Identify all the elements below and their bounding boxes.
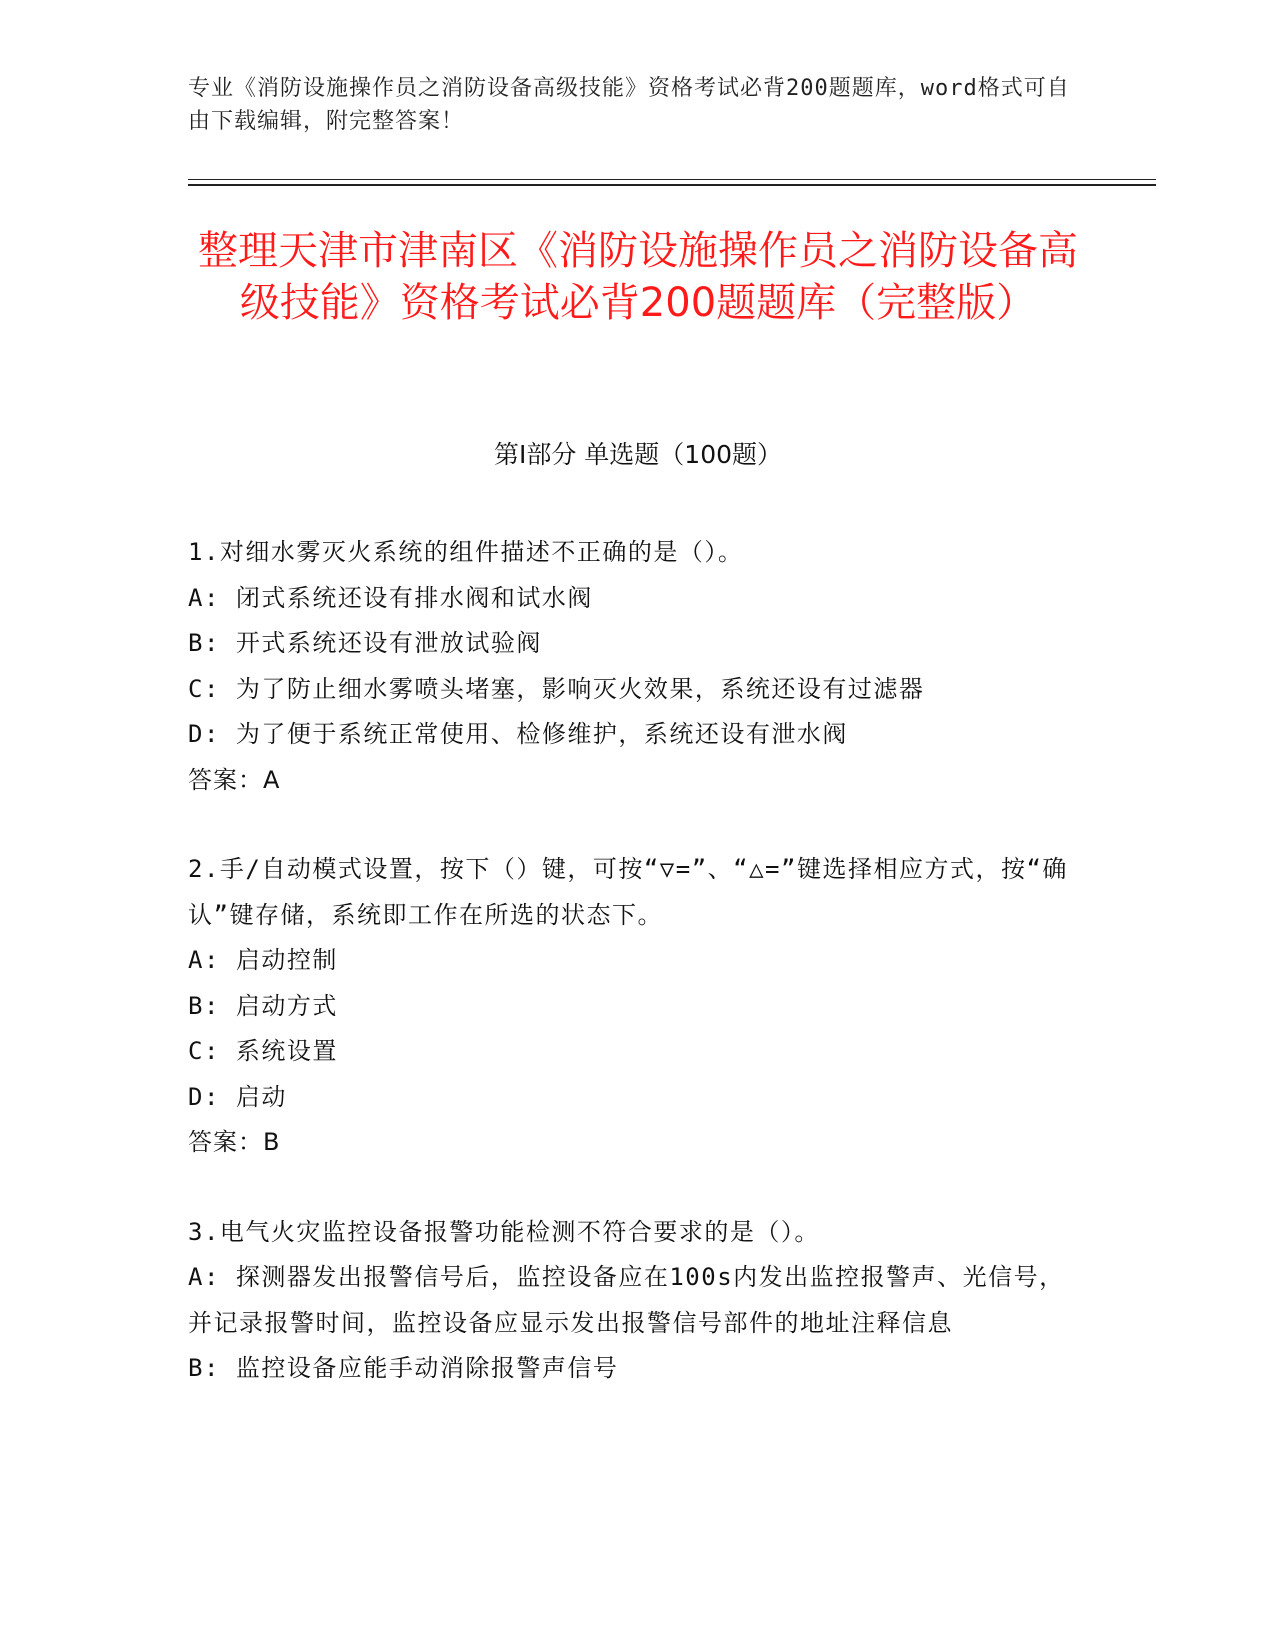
option-b: B: 监控设备应能手动消除报警声信号	[188, 1354, 619, 1382]
question-stem: 1.对细水雾灭火系统的组件描述不正确的是（）。	[188, 538, 744, 566]
question-stem: 2.手/自动模式设置，按下（）键，可按“▽=”、“△=”键选择相应方式，按“确认”键存储，系统即工作在所选的状态下。	[188, 855, 1068, 929]
answer: 答案：B	[188, 1128, 281, 1156]
option-b: B: 开式系统还设有泄放试验阀	[188, 629, 542, 657]
option-d: D: 启动	[188, 1082, 287, 1111]
option-a: A: 探测器发出报警信号后，监控设备应在100s内发出监控报警声、光信号，并记录报警时间，监控设备应显示发出报警信号部件的地址注释信息	[188, 1263, 1065, 1337]
question-2	[188, 847, 1088, 1166]
section-title: 第Ⅰ部分 单选题（100题）	[493, 440, 783, 469]
option-b: B: 启动方式	[188, 991, 338, 1020]
header-rule-thick	[188, 184, 1156, 186]
question-list	[188, 530, 1088, 1436]
document-title: 整理天津市津南区《消防设施操作员之消防设备高级技能》资格考试必背200题题库（完整版）	[198, 228, 1078, 326]
option-d: D: 为了便于系统正常使用、检修维护，系统还设有泄水阀	[188, 720, 848, 748]
answer: 答案：A	[188, 765, 281, 794]
question-stem: 3.电气火灾监控设备报警功能检测不符合要求的是（）。	[188, 1217, 820, 1246]
question-3	[188, 1210, 1088, 1392]
option-c: C: 系统设置	[188, 1037, 338, 1065]
option-c: C: 为了防止细水雾喷头堵塞，影响灭火效果，系统还设有过滤器	[188, 674, 925, 703]
option-a: A: 闭式系统还设有排水阀和试水阀	[188, 583, 593, 612]
header-rule-thin	[188, 179, 1156, 180]
page-header: 专业《消防设施操作员之消防设备高级技能》资格考试必背200题题库，word格式可自由下载编辑，附完整答案！	[188, 76, 1070, 134]
option-a: A: 启动控制	[188, 946, 338, 974]
question-1	[188, 530, 1088, 803]
